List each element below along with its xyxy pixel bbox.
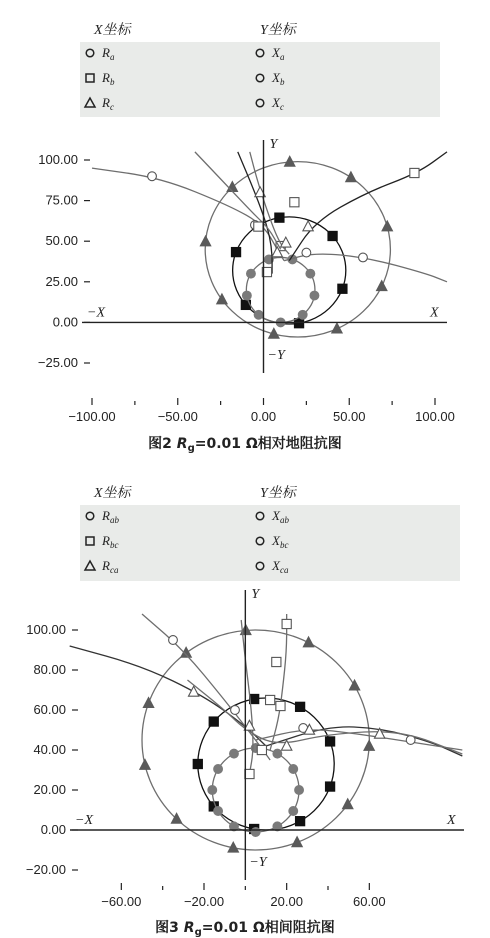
legend-item-label: $X_a$ bbox=[272, 45, 285, 62]
square-marker bbox=[275, 213, 284, 222]
y-tick-label: 25.00 bbox=[45, 273, 78, 289]
square-marker bbox=[254, 222, 263, 231]
x-axis-neg-label: −X bbox=[75, 813, 93, 828]
legend-x-header: X坐标 bbox=[94, 486, 131, 501]
triangle-marker bbox=[346, 172, 356, 182]
triangle-marker bbox=[200, 236, 210, 246]
circle-marker bbox=[295, 786, 304, 795]
circle-marker bbox=[169, 636, 178, 645]
legend-y-header: Y坐标 bbox=[260, 23, 296, 38]
legend-item-label: $X_{ca}$ bbox=[272, 558, 289, 575]
x-axis-pos-label: X bbox=[430, 305, 439, 321]
triangle-marker bbox=[364, 740, 374, 750]
square-marker bbox=[245, 769, 254, 778]
x-axis-neg-label: −X bbox=[87, 305, 105, 321]
y-tick-label: 100.00 bbox=[38, 152, 78, 167]
legend-item-label: $R_{ca}$ bbox=[102, 558, 119, 575]
y-axis-pos-label: Y bbox=[251, 587, 260, 602]
legend-item-label: $X_{bc}$ bbox=[272, 533, 289, 550]
square-marker bbox=[294, 319, 303, 328]
impedance-trajectory bbox=[270, 614, 287, 750]
square-marker bbox=[193, 759, 202, 768]
legend-y-header: Y坐标 bbox=[260, 486, 296, 501]
circle-marker bbox=[298, 310, 307, 319]
legend-item-label: $R_{bc}$ bbox=[102, 533, 119, 550]
square-marker bbox=[257, 745, 266, 754]
triangle-marker bbox=[303, 637, 313, 647]
circle-marker bbox=[302, 248, 311, 257]
legend-item-label: $R_c$ bbox=[102, 95, 114, 112]
x-axis-pos-label: X bbox=[447, 813, 456, 828]
y-tick-label: 50.00 bbox=[45, 233, 78, 249]
y-tick-label: −25.00 bbox=[37, 355, 78, 370]
circle-marker bbox=[289, 807, 298, 816]
figure-caption: 图2 $R_g=0.01$ Ω相对地阻抗图 bbox=[148, 436, 342, 454]
triangle-marker bbox=[332, 323, 342, 333]
x-tick-label: 50.00 bbox=[332, 409, 366, 424]
square-marker bbox=[209, 717, 218, 726]
x-tick-label: −60.00 bbox=[101, 894, 142, 909]
impedance-circle bbox=[212, 748, 299, 832]
legend-item-label: $X_c$ bbox=[272, 95, 284, 112]
square-marker bbox=[266, 695, 275, 704]
square-marker bbox=[296, 817, 305, 826]
legend-item-label: $R_a$ bbox=[102, 45, 115, 62]
legend-item-label: $R_b$ bbox=[102, 70, 115, 87]
circle-marker bbox=[230, 749, 239, 758]
x-tick-label: 0.00 bbox=[250, 409, 277, 424]
triangle-marker bbox=[377, 281, 387, 291]
y-tick-label: 75.00 bbox=[45, 192, 78, 208]
impedance-chart-phase bbox=[0, 460, 490, 938]
square-marker bbox=[231, 248, 240, 257]
square-marker bbox=[276, 701, 285, 710]
legend bbox=[80, 485, 460, 581]
plot-area bbox=[70, 614, 463, 852]
y-tick-label: 40.00 bbox=[33, 742, 66, 757]
y-axis-neg-label: −Y bbox=[267, 348, 285, 363]
square-marker bbox=[338, 284, 347, 293]
x-tick-label: −20.00 bbox=[183, 894, 225, 909]
y-axis-pos-label: Y bbox=[269, 137, 278, 152]
square-marker bbox=[282, 619, 291, 628]
impedance-trajectory bbox=[289, 152, 447, 261]
circle-marker bbox=[251, 828, 260, 837]
circle-marker bbox=[289, 765, 298, 774]
circle-marker bbox=[242, 291, 251, 300]
legend-item-label: $X_{ab}$ bbox=[272, 508, 289, 525]
impedance-chart-ground bbox=[0, 0, 490, 460]
square-marker bbox=[296, 702, 305, 711]
circle-marker bbox=[208, 786, 217, 795]
square-marker bbox=[325, 737, 334, 746]
triangle-marker bbox=[140, 759, 150, 769]
impedance-trajectory bbox=[142, 614, 270, 760]
circle-marker bbox=[214, 765, 223, 774]
y-tick-label: 60.00 bbox=[33, 702, 66, 717]
impedance-trajectory bbox=[70, 646, 266, 746]
triangle-marker bbox=[349, 680, 359, 690]
figure-caption: 图3 $R_g=0.01$ Ω相间阻抗图 bbox=[155, 920, 335, 938]
legend-x-header: X坐标 bbox=[94, 23, 131, 38]
circle-marker bbox=[310, 291, 319, 300]
circle-marker bbox=[247, 269, 256, 278]
square-marker bbox=[272, 657, 281, 666]
y-axis-neg-label: −Y bbox=[249, 855, 267, 870]
legend-box bbox=[80, 42, 440, 117]
x-tick-label: −100.00 bbox=[68, 409, 116, 424]
triangle-marker bbox=[303, 221, 313, 231]
legend-item-label: $R_{ab}$ bbox=[102, 508, 119, 525]
x-tick-label: −50.00 bbox=[157, 409, 198, 424]
plot-area bbox=[92, 152, 447, 338]
x-tick-label: 20.00 bbox=[270, 894, 303, 909]
circle-marker bbox=[148, 172, 157, 181]
y-tick-label: 100.00 bbox=[26, 622, 66, 637]
impedance-trajectory bbox=[187, 680, 462, 754]
square-marker bbox=[290, 198, 299, 207]
legend bbox=[80, 22, 440, 117]
square-marker bbox=[410, 168, 419, 177]
circle-marker bbox=[214, 807, 223, 816]
x-tick-label: 100.00 bbox=[415, 409, 455, 424]
y-tick-label: −20.00 bbox=[25, 862, 66, 877]
circle-marker bbox=[273, 749, 282, 758]
x-tick-label: 60.00 bbox=[353, 894, 386, 909]
y-tick-label: 0.00 bbox=[52, 314, 78, 330]
triangle-marker bbox=[181, 647, 191, 657]
triangle-marker bbox=[143, 697, 153, 707]
triangle-marker bbox=[382, 221, 392, 231]
circle-marker bbox=[254, 310, 263, 319]
circle-marker bbox=[231, 706, 240, 715]
circle-marker bbox=[306, 269, 315, 278]
y-tick-label: 80.00 bbox=[33, 662, 66, 677]
y-tick-label: 0.00 bbox=[40, 822, 66, 837]
y-tick-label: 20.00 bbox=[33, 782, 66, 797]
legend-box bbox=[80, 505, 460, 581]
square-marker bbox=[325, 782, 334, 791]
square-marker bbox=[328, 231, 337, 240]
circle-marker bbox=[359, 253, 368, 262]
legend-item-label: $X_b$ bbox=[272, 70, 285, 87]
